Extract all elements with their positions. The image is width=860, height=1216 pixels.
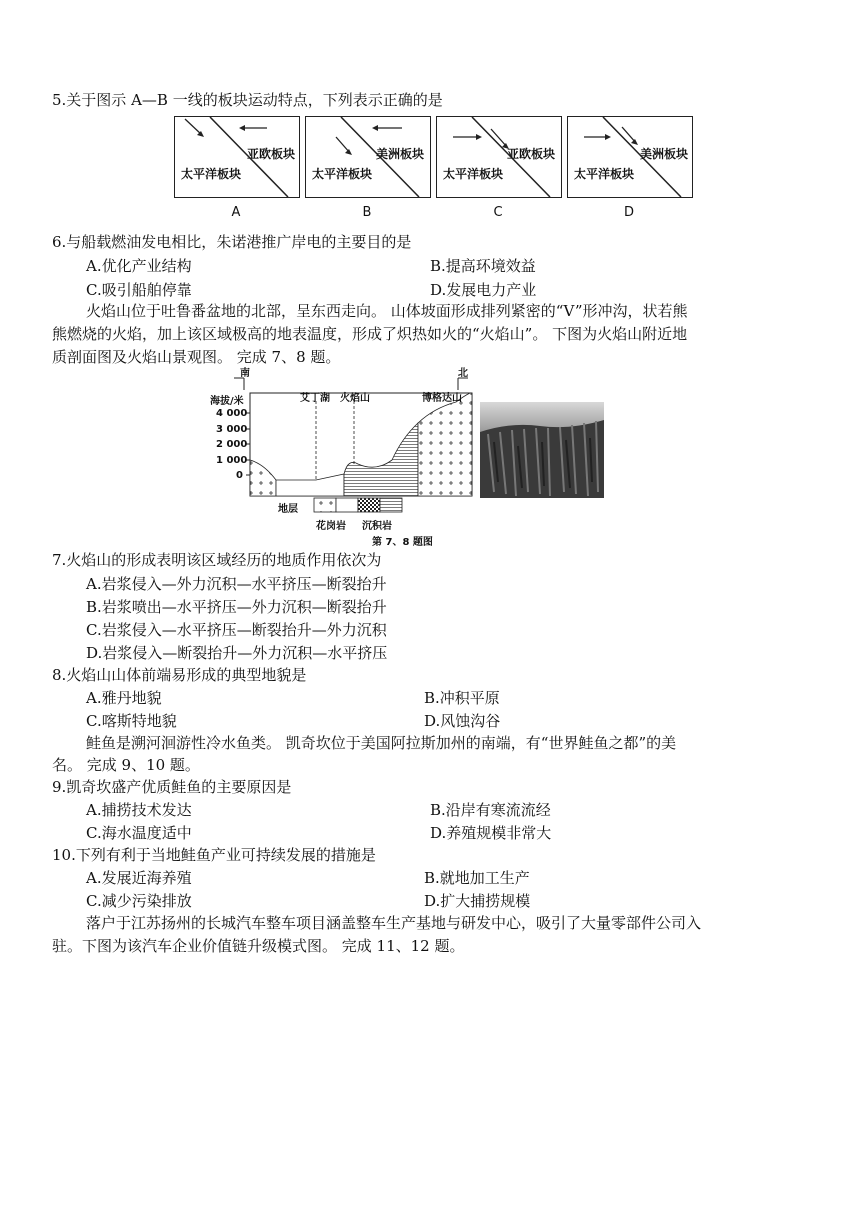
place-label-aiding-lake: 艾丁湖 — [300, 393, 330, 404]
place-label-flaming-mountain: 火焰山 — [340, 393, 370, 404]
passage-11-12-line1: 落户于江苏扬州的长城汽车整车项目涵盖整车生产基地与研发中心，吸引了大量零部件公司入 — [86, 914, 702, 932]
panel-letter-d: D — [623, 205, 634, 220]
passage-9-10-line1: 鲑鱼是溯河洄游性冷水鱼类。 凯奇坎位于美国阿拉斯加州的南端，有“世界鲑鱼之都”的美 — [86, 734, 677, 752]
q10-option-c: C.减少污染排放 — [86, 892, 192, 910]
plate-upper-label: 美洲板块 — [376, 147, 425, 161]
q6-stem: 6.与船载燃油发电相比，朱诺港推广岸电的主要目的是 — [52, 233, 412, 251]
y-tick: 2 000 — [216, 439, 248, 450]
panel-letter-c: C — [493, 205, 503, 220]
plate-panel-c — [436, 116, 562, 198]
y-tick: 1 000 — [216, 455, 248, 466]
q10-option-d: D.扩大捕捞规模 — [424, 892, 531, 910]
q8-stem: 8.火焰山山体前端易形成的典型地貌是 — [52, 666, 307, 684]
q7-option-c: C.岩浆侵入—水平挤压—断裂抬升—外力沉积 — [86, 621, 387, 639]
q9-stem: 9.凯奇坎盛产优质鲑鱼的主要原因是 — [52, 778, 292, 796]
q9-option-b: B.沿岸有寒流流经 — [430, 801, 551, 819]
y-tick: 3 000 — [216, 424, 248, 435]
q7-option-a: A.岩浆侵入—外力沉积—水平挤压—断裂抬升 — [86, 575, 387, 593]
q9-option-a: A.捕捞技术发达 — [86, 801, 192, 819]
north-label: 北 — [458, 368, 468, 379]
plate-panel-d — [567, 116, 693, 198]
q8-option-b: B.冲积平原 — [424, 689, 500, 707]
q6-option-b: B.提高环境效益 — [430, 257, 536, 275]
q7-stem: 7.火焰山的形成表明该区域经历的地质作用依次为 — [52, 551, 382, 569]
y-axis-label: 海拔/米 — [210, 396, 244, 407]
q8-option-a: A.雅丹地貌 — [86, 689, 162, 707]
plate-lower-label: 太平洋板块 — [312, 167, 373, 181]
flaming-mountain-photo — [480, 402, 604, 498]
plate-upper-label: 亚欧板块 — [247, 147, 296, 161]
y-tick: 4 000 — [216, 408, 248, 419]
passage-7-8-line2: 熊燃烧的火焰，加上该区域极高的地表温度，形成了炽热如火的“火焰山”。 下图为火焰山附近地 — [52, 325, 688, 343]
plate-upper-label: 美洲板块 — [640, 147, 689, 161]
plate-lower-label: 太平洋板块 — [574, 167, 635, 181]
q9-option-c: C.海水温度适中 — [86, 824, 192, 842]
q9-option-d: D.养殖规模非常大 — [430, 824, 552, 842]
y-tick: 0 — [236, 470, 243, 481]
panel-letter-a: A — [231, 205, 241, 220]
q10-stem: 10.下列有利于当地鲑鱼产业可持续发展的措施是 — [52, 846, 376, 864]
geologic-profile-figure — [206, 368, 476, 548]
legend-granite-label: 花岗岩 — [316, 521, 346, 532]
q6-option-c: C.吸引船舶停靠 — [86, 281, 192, 299]
q10-option-a: A.发展近海养殖 — [86, 869, 192, 887]
q10-option-b: B.就地加工生产 — [424, 869, 530, 887]
passage-11-12-line2: 驻。下图为该汽车企业价值链升级模式图。 完成 11、12 题。 — [52, 937, 465, 955]
q7-option-d: D.岩浆侵入—断裂抬升—外力沉积—水平挤压 — [86, 644, 388, 662]
plate-lower-label: 太平洋板块 — [181, 167, 242, 181]
south-label: 南 — [240, 368, 250, 379]
q7-option-b: B.岩浆喷出—水平挤压—外力沉积—断裂抬升 — [86, 598, 387, 616]
passage-7-8-line1: 火焰山位于吐鲁番盆地的北部，呈东西走向。 山体坡面形成排列紧密的“V”形冲沟，状若熊 — [86, 302, 688, 320]
q6-option-a: A.优化产业结构 — [86, 257, 192, 275]
q6-option-d: D.发展电力产业 — [430, 281, 537, 299]
place-label-bogda-mountain: 博格达山 — [422, 393, 462, 404]
passage-9-10-line2: 名。 完成 9、10 题。 — [52, 756, 200, 774]
plate-panel-b — [305, 116, 431, 198]
q5-stem: 5.关于图示 A—B 一线的板块运动特点，下列表示正确的是 — [52, 91, 443, 109]
plate-lower-label: 太平洋板块 — [443, 167, 504, 181]
panel-letter-b: B — [362, 205, 372, 220]
passage-7-8-line3: 质剖面图及火焰山景观图。 完成 7、8 题。 — [52, 348, 341, 366]
figure-caption: 第 7、8 题图 — [372, 537, 433, 548]
legend-title: 地层 — [278, 504, 298, 515]
legend-sediment-label: 沉积岩 — [362, 521, 392, 532]
plate-panel-a — [174, 116, 300, 198]
q8-option-c: C.喀斯特地貌 — [86, 712, 177, 730]
q8-option-d: D.风蚀沟谷 — [424, 712, 501, 730]
plate-upper-label: 亚欧板块 — [507, 147, 556, 161]
